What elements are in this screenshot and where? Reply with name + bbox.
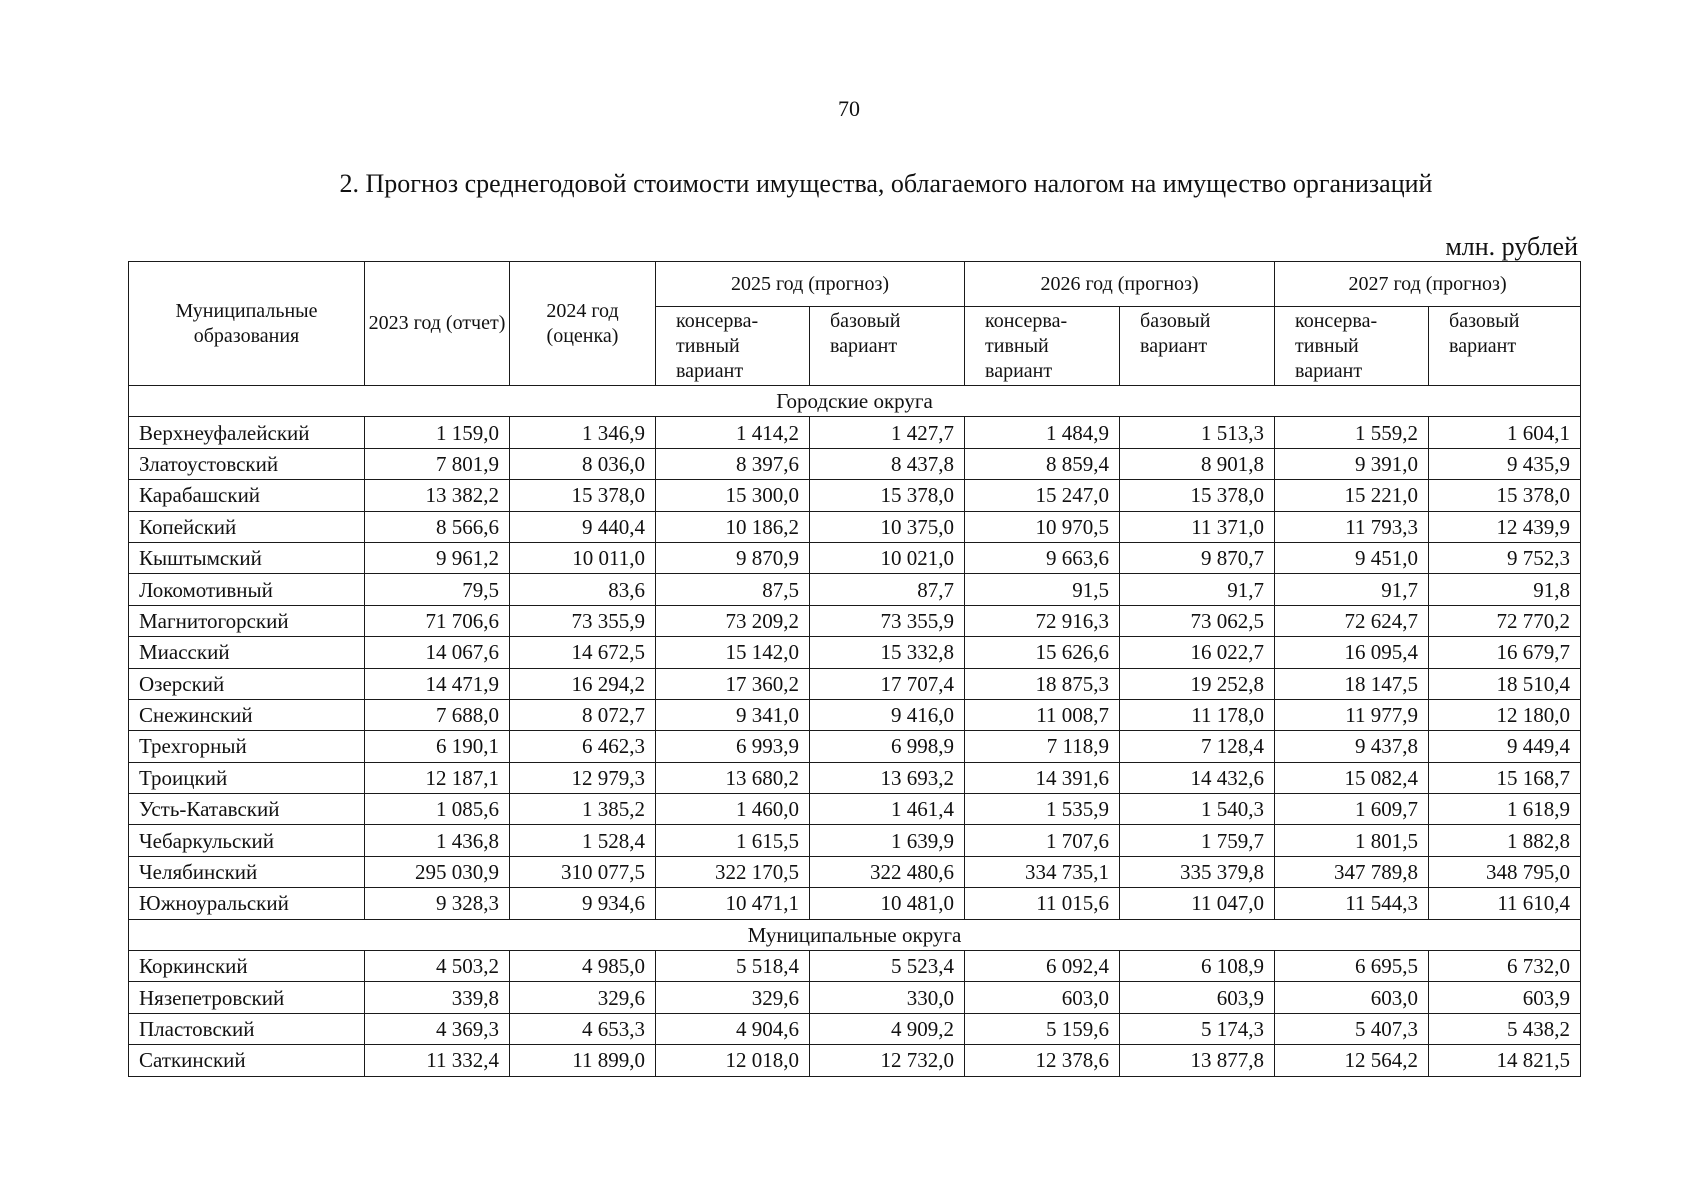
- value-cell: 1 639,9: [810, 825, 965, 856]
- municipality-name: Карабашский: [129, 480, 365, 511]
- units-label: млн. рублей: [1445, 232, 1578, 261]
- value-cell: 1 414,2: [656, 417, 810, 448]
- value-cell: 6 190,1: [365, 731, 510, 762]
- value-cell: 603,0: [965, 982, 1120, 1013]
- table-row: [129, 574, 1581, 605]
- value-cell: 1 609,7: [1275, 794, 1429, 825]
- table-header: [129, 262, 1581, 386]
- value-cell: 5 438,2: [1429, 1013, 1581, 1044]
- value-cell: 14 391,6: [965, 762, 1120, 793]
- value-cell: 6 998,9: [810, 731, 965, 762]
- value-cell: 1 427,7: [810, 417, 965, 448]
- value-cell: 1 535,9: [965, 794, 1120, 825]
- value-cell: 15 378,0: [510, 480, 656, 511]
- value-cell: 4 909,2: [810, 1013, 965, 1044]
- value-cell: 9 416,0: [810, 699, 965, 730]
- value-cell: 4 904,6: [656, 1013, 810, 1044]
- table-row: [129, 699, 1581, 730]
- table-row: [129, 417, 1581, 448]
- value-cell: 12 439,9: [1429, 511, 1581, 542]
- value-cell: 9 752,3: [1429, 542, 1581, 573]
- table-row: [129, 856, 1581, 887]
- table-body: [129, 386, 1581, 1077]
- value-cell: 9 449,4: [1429, 731, 1581, 762]
- value-cell: 73 355,9: [810, 605, 965, 636]
- value-cell: 4 503,2: [365, 951, 510, 982]
- municipality-name: Пластовский: [129, 1013, 365, 1044]
- value-cell: 87,5: [656, 574, 810, 605]
- value-cell: 8 437,8: [810, 448, 965, 479]
- value-cell: 17 707,4: [810, 668, 965, 699]
- header-2024: 2024 год (оценка): [510, 262, 656, 386]
- municipality-name: Чебаркульский: [129, 825, 365, 856]
- header-2025-base: базовый вариант: [810, 307, 965, 386]
- value-cell: 19 252,8: [1120, 668, 1275, 699]
- value-cell: 8 859,4: [965, 448, 1120, 479]
- value-cell: 6 092,4: [965, 951, 1120, 982]
- value-cell: 13 693,2: [810, 762, 965, 793]
- header-2027-base: базовый вариант: [1429, 307, 1581, 386]
- value-cell: 603,9: [1120, 982, 1275, 1013]
- value-cell: 9 870,9: [656, 542, 810, 573]
- value-cell: 72 916,3: [965, 605, 1120, 636]
- municipality-name: Трехгорный: [129, 731, 365, 762]
- value-cell: 7 118,9: [965, 731, 1120, 762]
- value-cell: 8 566,6: [365, 511, 510, 542]
- value-cell: 11 977,9: [1275, 699, 1429, 730]
- table-row: [129, 511, 1581, 542]
- header-municipality: Муниципальные образования: [129, 262, 365, 386]
- value-cell: 8 036,0: [510, 448, 656, 479]
- value-cell: 339,8: [365, 982, 510, 1013]
- table-row: [129, 448, 1581, 479]
- section-title: Городские округа: [129, 386, 1581, 417]
- value-cell: 295 030,9: [365, 856, 510, 887]
- header-2025: 2025 год (прогноз): [656, 262, 965, 307]
- value-cell: 7 128,4: [1120, 731, 1275, 762]
- value-cell: 12 979,3: [510, 762, 656, 793]
- value-cell: 5 174,3: [1120, 1013, 1275, 1044]
- value-cell: 1 759,7: [1120, 825, 1275, 856]
- table-row: [129, 951, 1581, 982]
- municipality-name: Кыштымский: [129, 542, 365, 573]
- table-row: [129, 480, 1581, 511]
- value-cell: 1 461,4: [810, 794, 965, 825]
- value-cell: 16 679,7: [1429, 637, 1581, 668]
- value-cell: 11 047,0: [1120, 888, 1275, 919]
- value-cell: 9 435,9: [1429, 448, 1581, 479]
- value-cell: 16 095,4: [1275, 637, 1429, 668]
- value-cell: 10 471,1: [656, 888, 810, 919]
- value-cell: 1 615,5: [656, 825, 810, 856]
- header-2026-base: базовый вариант: [1120, 307, 1275, 386]
- municipality-name: Магнитогорский: [129, 605, 365, 636]
- municipality-name: Челябинский: [129, 856, 365, 887]
- value-cell: 72 770,2: [1429, 605, 1581, 636]
- value-cell: 4 369,3: [365, 1013, 510, 1044]
- value-cell: 79,5: [365, 574, 510, 605]
- value-cell: 5 518,4: [656, 951, 810, 982]
- value-cell: 15 300,0: [656, 480, 810, 511]
- value-cell: 310 077,5: [510, 856, 656, 887]
- value-cell: 12 187,1: [365, 762, 510, 793]
- value-cell: 5 159,6: [965, 1013, 1120, 1044]
- value-cell: 15 221,0: [1275, 480, 1429, 511]
- page-number: 70: [838, 96, 860, 121]
- value-cell: 83,6: [510, 574, 656, 605]
- value-cell: 11 015,6: [965, 888, 1120, 919]
- value-cell: 10 021,0: [810, 542, 965, 573]
- value-cell: 1 346,9: [510, 417, 656, 448]
- table-row: [129, 888, 1581, 919]
- value-cell: 18 875,3: [965, 668, 1120, 699]
- value-cell: 71 706,6: [365, 605, 510, 636]
- value-cell: 7 688,0: [365, 699, 510, 730]
- municipality-name: Усть-Катавский: [129, 794, 365, 825]
- table-row: [129, 825, 1581, 856]
- value-cell: 7 801,9: [365, 448, 510, 479]
- municipality-name: Снежинский: [129, 699, 365, 730]
- value-cell: 11 008,7: [965, 699, 1120, 730]
- header-2026: 2026 год (прогноз): [965, 262, 1275, 307]
- value-cell: 1 484,9: [965, 417, 1120, 448]
- forecast-table: [128, 261, 1581, 1077]
- value-cell: 18 510,4: [1429, 668, 1581, 699]
- value-cell: 73 355,9: [510, 605, 656, 636]
- value-cell: 91,7: [1275, 574, 1429, 605]
- section-row: [129, 386, 1581, 417]
- municipality-name: Озерский: [129, 668, 365, 699]
- value-cell: 14 471,9: [365, 668, 510, 699]
- header-2023: 2023 год (отчет): [365, 262, 510, 386]
- table-row: [129, 982, 1581, 1013]
- value-cell: 5 523,4: [810, 951, 965, 982]
- value-cell: 329,6: [656, 982, 810, 1013]
- value-cell: 16 022,7: [1120, 637, 1275, 668]
- value-cell: 17 360,2: [656, 668, 810, 699]
- value-cell: 9 961,2: [365, 542, 510, 573]
- value-cell: 18 147,5: [1275, 668, 1429, 699]
- value-cell: 1 604,1: [1429, 417, 1581, 448]
- value-cell: 335 379,8: [1120, 856, 1275, 887]
- value-cell: 6 993,9: [656, 731, 810, 762]
- value-cell: 10 375,0: [810, 511, 965, 542]
- value-cell: 16 294,2: [510, 668, 656, 699]
- value-cell: 1 540,3: [1120, 794, 1275, 825]
- value-cell: 330,0: [810, 982, 965, 1013]
- value-cell: 91,7: [1120, 574, 1275, 605]
- value-cell: 1 436,8: [365, 825, 510, 856]
- value-cell: 603,0: [1275, 982, 1429, 1013]
- table-row: [129, 762, 1581, 793]
- municipality-name: Саткинский: [129, 1045, 365, 1076]
- value-cell: 15 142,0: [656, 637, 810, 668]
- value-cell: 12 018,0: [656, 1045, 810, 1076]
- value-cell: 8 072,7: [510, 699, 656, 730]
- table-row: [129, 605, 1581, 636]
- municipality-name: Верхнеуфалейский: [129, 417, 365, 448]
- value-cell: 1 460,0: [656, 794, 810, 825]
- value-cell: 11 332,4: [365, 1045, 510, 1076]
- value-cell: 11 544,3: [1275, 888, 1429, 919]
- value-cell: 11 793,3: [1275, 511, 1429, 542]
- value-cell: 72 624,7: [1275, 605, 1429, 636]
- value-cell: 11 371,0: [1120, 511, 1275, 542]
- value-cell: 348 795,0: [1429, 856, 1581, 887]
- value-cell: 10 186,2: [656, 511, 810, 542]
- value-cell: 1 559,2: [1275, 417, 1429, 448]
- value-cell: 6 108,9: [1120, 951, 1275, 982]
- value-cell: 12 732,0: [810, 1045, 965, 1076]
- value-cell: 9 663,6: [965, 542, 1120, 573]
- value-cell: 9 870,7: [1120, 542, 1275, 573]
- value-cell: 11 178,0: [1120, 699, 1275, 730]
- value-cell: 9 328,3: [365, 888, 510, 919]
- table-row: [129, 1045, 1581, 1076]
- value-cell: 14 821,5: [1429, 1045, 1581, 1076]
- value-cell: 12 564,2: [1275, 1045, 1429, 1076]
- section-title: Муниципальные округа: [129, 919, 1581, 950]
- value-cell: 9 437,8: [1275, 731, 1429, 762]
- value-cell: 87,7: [810, 574, 965, 605]
- section-row: [129, 919, 1581, 950]
- value-cell: 1 513,3: [1120, 417, 1275, 448]
- value-cell: 15 168,7: [1429, 762, 1581, 793]
- table-row: [129, 794, 1581, 825]
- value-cell: 322 480,6: [810, 856, 965, 887]
- value-cell: 1 618,9: [1429, 794, 1581, 825]
- value-cell: 1 528,4: [510, 825, 656, 856]
- table-row: [129, 731, 1581, 762]
- value-cell: 15 378,0: [1120, 480, 1275, 511]
- value-cell: 6 732,0: [1429, 951, 1581, 982]
- value-cell: 14 432,6: [1120, 762, 1275, 793]
- value-cell: 329,6: [510, 982, 656, 1013]
- value-cell: 9 451,0: [1275, 542, 1429, 573]
- table-row: [129, 542, 1581, 573]
- value-cell: 10 481,0: [810, 888, 965, 919]
- value-cell: 13 382,2: [365, 480, 510, 511]
- value-cell: 4 653,3: [510, 1013, 656, 1044]
- value-cell: 9 934,6: [510, 888, 656, 919]
- value-cell: 15 378,0: [810, 480, 965, 511]
- value-cell: 11 899,0: [510, 1045, 656, 1076]
- value-cell: 91,5: [965, 574, 1120, 605]
- value-cell: 15 082,4: [1275, 762, 1429, 793]
- table-row: [129, 1013, 1581, 1044]
- value-cell: 15 626,6: [965, 637, 1120, 668]
- value-cell: 9 341,0: [656, 699, 810, 730]
- value-cell: 1 085,6: [365, 794, 510, 825]
- municipality-name: Локомотивный: [129, 574, 365, 605]
- value-cell: 1 801,5: [1275, 825, 1429, 856]
- municipality-name: Миасский: [129, 637, 365, 668]
- value-cell: 334 735,1: [965, 856, 1120, 887]
- municipality-name: Копейский: [129, 511, 365, 542]
- value-cell: 4 985,0: [510, 951, 656, 982]
- value-cell: 12 378,6: [965, 1045, 1120, 1076]
- value-cell: 5 407,3: [1275, 1013, 1429, 1044]
- municipality-name: Коркинский: [129, 951, 365, 982]
- value-cell: 14 067,6: [365, 637, 510, 668]
- table-row: [129, 668, 1581, 699]
- value-cell: 1 707,6: [965, 825, 1120, 856]
- municipality-name: Златоустовский: [129, 448, 365, 479]
- header-2027-conservative: консерва-тивный вариант: [1275, 307, 1429, 386]
- value-cell: 1 882,8: [1429, 825, 1581, 856]
- value-cell: 73 209,2: [656, 605, 810, 636]
- value-cell: 14 672,5: [510, 637, 656, 668]
- value-cell: 603,9: [1429, 982, 1581, 1013]
- municipality-name: Троицкий: [129, 762, 365, 793]
- value-cell: 8 901,8: [1120, 448, 1275, 479]
- value-cell: 1 385,2: [510, 794, 656, 825]
- value-cell: 11 610,4: [1429, 888, 1581, 919]
- value-cell: 9 440,4: [510, 511, 656, 542]
- value-cell: 8 397,6: [656, 448, 810, 479]
- value-cell: 12 180,0: [1429, 699, 1581, 730]
- municipality-name: Южноуральский: [129, 888, 365, 919]
- value-cell: 13 680,2: [656, 762, 810, 793]
- value-cell: 1 159,0: [365, 417, 510, 448]
- value-cell: 347 789,8: [1275, 856, 1429, 887]
- municipality-name: Нязепетровский: [129, 982, 365, 1013]
- value-cell: 73 062,5: [1120, 605, 1275, 636]
- value-cell: 10 970,5: [965, 511, 1120, 542]
- value-cell: 6 462,3: [510, 731, 656, 762]
- value-cell: 91,8: [1429, 574, 1581, 605]
- value-cell: 6 695,5: [1275, 951, 1429, 982]
- value-cell: 9 391,0: [1275, 448, 1429, 479]
- value-cell: 15 378,0: [1429, 480, 1581, 511]
- document-title: 2. Прогноз среднегодовой стоимости имущества, облагаемого налогом на имущество организаций: [339, 169, 1433, 198]
- value-cell: 15 332,8: [810, 637, 965, 668]
- value-cell: 13 877,8: [1120, 1045, 1275, 1076]
- header-2026-conservative: консерва-тивный вариант: [965, 307, 1120, 386]
- header-2025-conservative: консерва-тивный вариант: [656, 307, 810, 386]
- header-2027: 2027 год (прогноз): [1275, 262, 1581, 307]
- value-cell: 15 247,0: [965, 480, 1120, 511]
- table-row: [129, 637, 1581, 668]
- value-cell: 322 170,5: [656, 856, 810, 887]
- value-cell: 10 011,0: [510, 542, 656, 573]
